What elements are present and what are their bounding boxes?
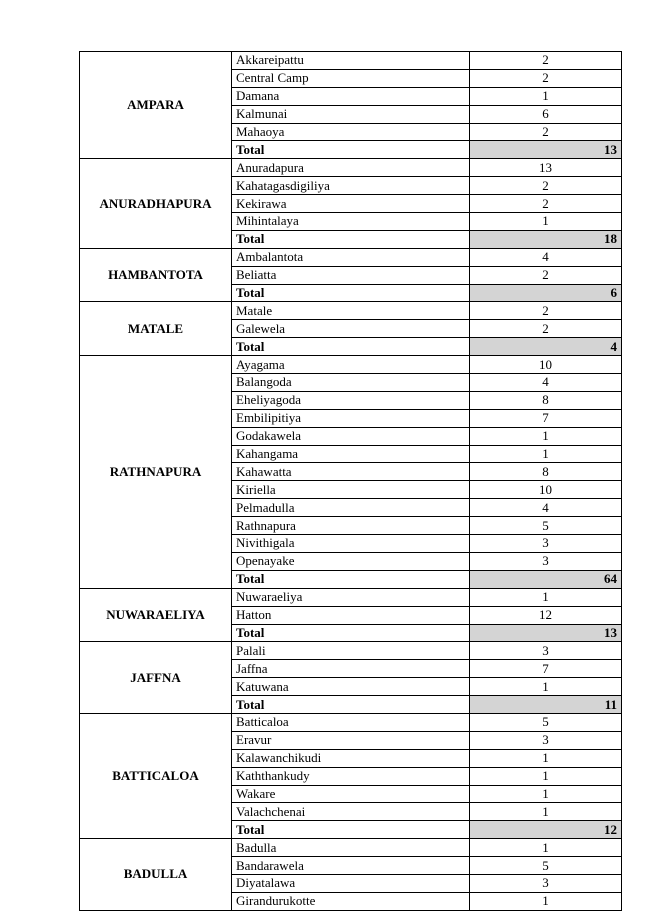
place-name: Kekirawa bbox=[232, 195, 470, 213]
district-table bbox=[79, 51, 622, 911]
place-name: Katuwana bbox=[232, 678, 470, 696]
district-name: ANURADHAPURA bbox=[80, 159, 232, 248]
total-label: Total bbox=[232, 141, 470, 159]
place-count: 1 bbox=[470, 87, 622, 105]
place-count: 1 bbox=[470, 588, 622, 606]
district-name: AMPARA bbox=[80, 52, 232, 159]
place-name: Girandurukotte bbox=[232, 892, 470, 910]
district-name: BADULLA bbox=[80, 839, 232, 911]
total-value: 11 bbox=[470, 696, 622, 714]
place-name: Central Camp bbox=[232, 69, 470, 87]
place-name: Kalawanchikudi bbox=[232, 749, 470, 767]
total-label: Total bbox=[232, 338, 470, 356]
place-count: 1 bbox=[470, 839, 622, 857]
place-name: Kahangama bbox=[232, 445, 470, 463]
place-count: 1 bbox=[470, 427, 622, 445]
place-count: 1 bbox=[470, 445, 622, 463]
place-name: Mahaoya bbox=[232, 123, 470, 141]
place-count: 1 bbox=[470, 213, 622, 231]
table-row bbox=[80, 159, 622, 177]
place-name: Kiriella bbox=[232, 481, 470, 499]
table-row bbox=[80, 839, 622, 857]
place-count: 7 bbox=[470, 660, 622, 678]
place-count: 4 bbox=[470, 499, 622, 517]
place-name: Pelmadulla bbox=[232, 499, 470, 517]
place-count: 4 bbox=[470, 248, 622, 266]
district-name: NUWARAELIYA bbox=[80, 588, 232, 642]
place-count: 4 bbox=[470, 374, 622, 392]
table-row bbox=[80, 642, 622, 660]
place-name: Godakawela bbox=[232, 427, 470, 445]
place-name: Matale bbox=[232, 302, 470, 320]
total-value: 12 bbox=[470, 821, 622, 839]
place-name: Beliatta bbox=[232, 266, 470, 284]
place-count: 8 bbox=[470, 463, 622, 481]
place-name: Kaththankudy bbox=[232, 767, 470, 785]
place-count: 2 bbox=[470, 123, 622, 141]
place-count: 3 bbox=[470, 731, 622, 749]
table-row bbox=[80, 302, 622, 320]
total-label: Total bbox=[232, 821, 470, 839]
place-name: Nuwaraeliya bbox=[232, 588, 470, 606]
place-count: 2 bbox=[470, 266, 622, 284]
place-count: 2 bbox=[470, 195, 622, 213]
place-count: 1 bbox=[470, 785, 622, 803]
total-label: Total bbox=[232, 230, 470, 248]
place-count: 10 bbox=[470, 481, 622, 499]
table-row bbox=[80, 248, 622, 266]
place-name: Diyatalawa bbox=[232, 874, 470, 892]
district-name: MATALE bbox=[80, 302, 232, 356]
total-value: 64 bbox=[470, 570, 622, 588]
place-count: 12 bbox=[470, 606, 622, 624]
place-count: 5 bbox=[470, 857, 622, 875]
place-name: Badulla bbox=[232, 839, 470, 857]
place-count: 2 bbox=[470, 69, 622, 87]
place-name: Batticaloa bbox=[232, 713, 470, 731]
place-count: 3 bbox=[470, 552, 622, 570]
place-count: 2 bbox=[470, 52, 622, 70]
place-name: Wakare bbox=[232, 785, 470, 803]
place-name: Jaffna bbox=[232, 660, 470, 678]
place-name: Galewela bbox=[232, 320, 470, 338]
place-name: Eravur bbox=[232, 731, 470, 749]
place-name: Akkareipattu bbox=[232, 52, 470, 70]
place-count: 3 bbox=[470, 874, 622, 892]
district-name: RATHNAPURA bbox=[80, 356, 232, 589]
place-name: Nivithigala bbox=[232, 535, 470, 553]
place-name: Kahawatta bbox=[232, 463, 470, 481]
place-name: Ambalantota bbox=[232, 248, 470, 266]
place-count: 13 bbox=[470, 159, 622, 177]
district-name: HAMBANTOTA bbox=[80, 248, 232, 302]
place-count: 1 bbox=[470, 749, 622, 767]
total-label: Total bbox=[232, 284, 470, 302]
place-count: 1 bbox=[470, 892, 622, 910]
total-value: 4 bbox=[470, 338, 622, 356]
total-label: Total bbox=[232, 624, 470, 642]
place-name: Bandarawela bbox=[232, 857, 470, 875]
place-name: Embilipitiya bbox=[232, 409, 470, 427]
table-row bbox=[80, 356, 622, 374]
table-row bbox=[80, 713, 622, 731]
place-name: Anuradapura bbox=[232, 159, 470, 177]
place-count: 1 bbox=[470, 803, 622, 821]
place-count: 5 bbox=[470, 713, 622, 731]
place-name: Balangoda bbox=[232, 374, 470, 392]
place-count: 2 bbox=[470, 302, 622, 320]
total-value: 18 bbox=[470, 230, 622, 248]
district-name: BATTICALOA bbox=[80, 713, 232, 838]
place-name: Valachchenai bbox=[232, 803, 470, 821]
place-count: 8 bbox=[470, 391, 622, 409]
place-count: 1 bbox=[470, 767, 622, 785]
place-name: Palali bbox=[232, 642, 470, 660]
place-count: 5 bbox=[470, 517, 622, 535]
total-label: Total bbox=[232, 570, 470, 588]
place-count: 3 bbox=[470, 642, 622, 660]
place-name: Openayake bbox=[232, 552, 470, 570]
place-count: 10 bbox=[470, 356, 622, 374]
place-count: 7 bbox=[470, 409, 622, 427]
place-count: 2 bbox=[470, 177, 622, 195]
total-value: 13 bbox=[470, 624, 622, 642]
table-body bbox=[80, 52, 622, 911]
place-name: Hatton bbox=[232, 606, 470, 624]
place-name: Kalmunai bbox=[232, 105, 470, 123]
place-count: 2 bbox=[470, 320, 622, 338]
district-name: JAFFNA bbox=[80, 642, 232, 714]
total-label: Total bbox=[232, 696, 470, 714]
place-name: Eheliyagoda bbox=[232, 391, 470, 409]
total-value: 6 bbox=[470, 284, 622, 302]
place-name: Damana bbox=[232, 87, 470, 105]
table-row bbox=[80, 588, 622, 606]
place-name: Rathnapura bbox=[232, 517, 470, 535]
table-row bbox=[80, 52, 622, 70]
place-count: 6 bbox=[470, 105, 622, 123]
place-name: Ayagama bbox=[232, 356, 470, 374]
place-count: 3 bbox=[470, 535, 622, 553]
place-count: 1 bbox=[470, 678, 622, 696]
total-value: 13 bbox=[470, 141, 622, 159]
place-name: Mihintalaya bbox=[232, 213, 470, 231]
place-name: Kahatagasdigiliya bbox=[232, 177, 470, 195]
